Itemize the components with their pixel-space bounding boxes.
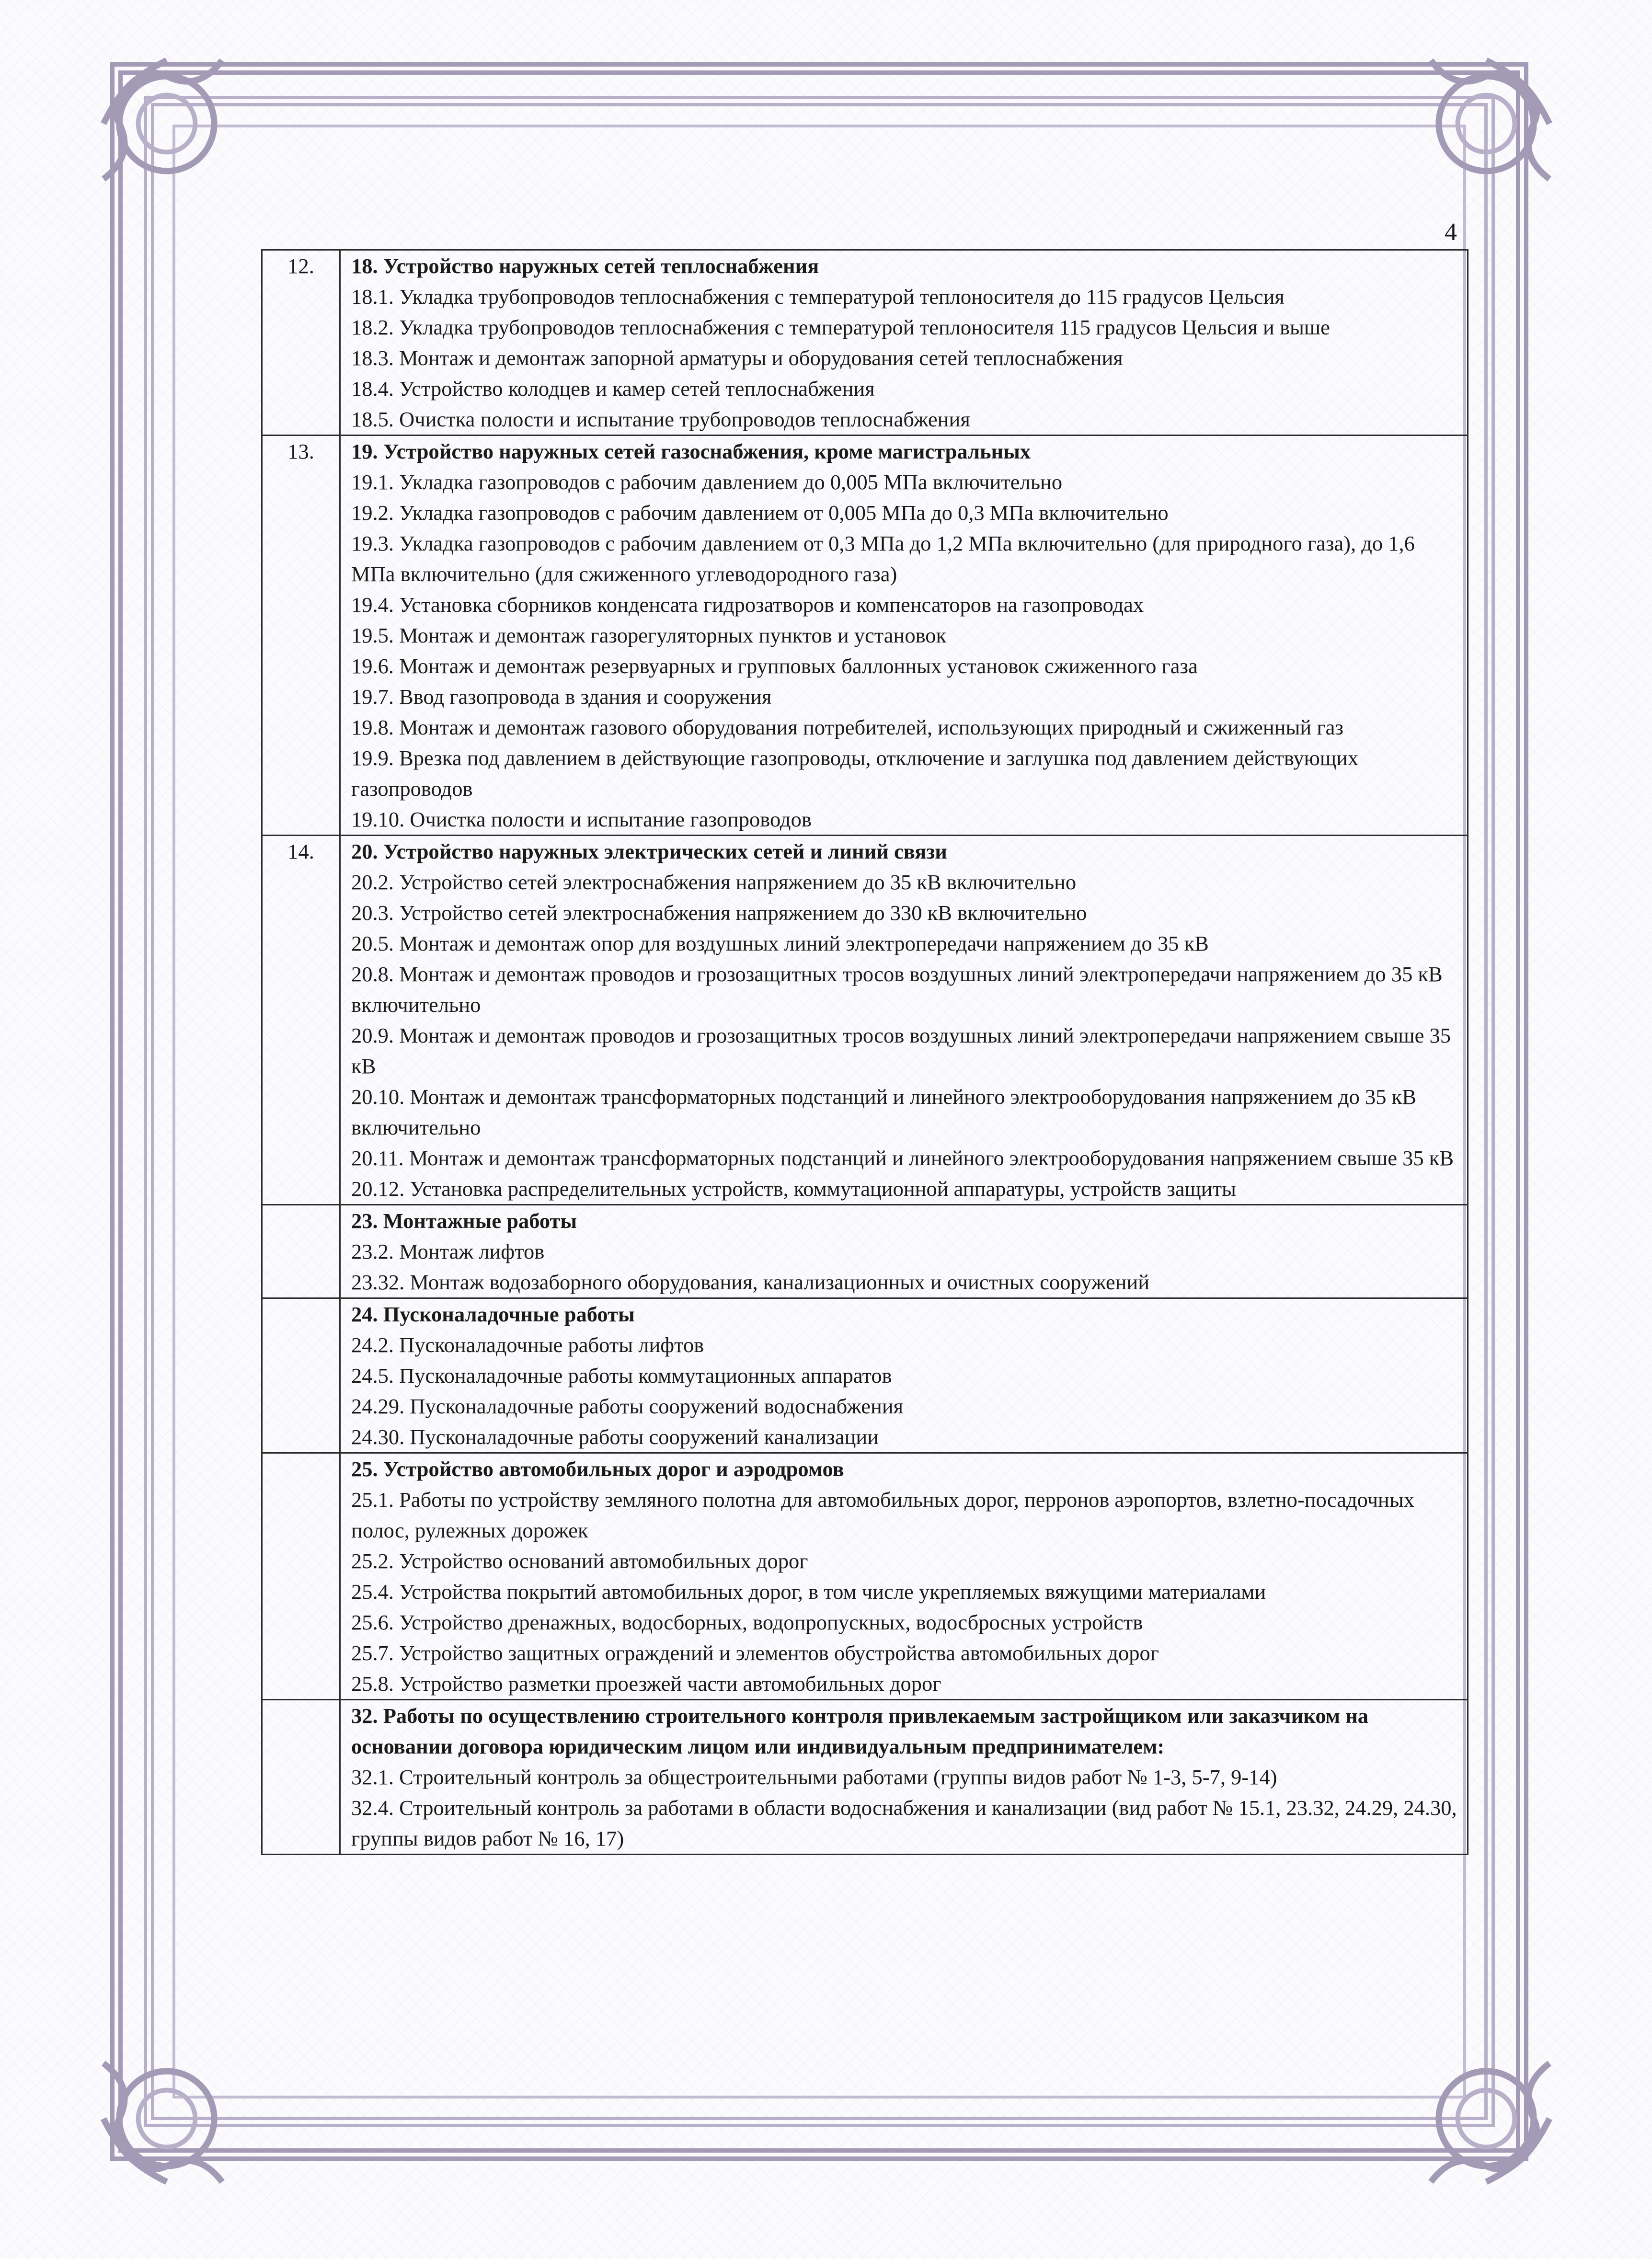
row-number: 14. bbox=[262, 836, 340, 1205]
work-type-item: 25.1. Работы по устройству земляного полотна для автомобильных дорог, перронов аэропортов, взлетно-посадочных полос, рулежных дорожек bbox=[351, 1488, 1415, 1542]
work-group-cell bbox=[340, 436, 1468, 836]
row-number: 12. bbox=[262, 250, 340, 436]
table-row bbox=[262, 436, 1468, 836]
work-type-item: 19.10. Очистка полости и испытание газопроводов bbox=[351, 807, 812, 831]
work-type-item: 18.2. Укладка трубопроводов теплоснабжения с температурой теплоносителя 115 градусов Цельсия и выше bbox=[351, 315, 1330, 339]
work-type-item: 20.8. Монтаж и демонтаж проводов и грозозащитных тросов воздушных линий электропередачи напряжением до 35 кВ включительно bbox=[351, 962, 1443, 1017]
work-type-item: 19.7. Ввод газопровода в здания и сооружения bbox=[351, 685, 772, 709]
work-type-item: 25.4. Устройства покрытий автомобильных дорог, в том числе укрепляемых вяжущими материалами bbox=[351, 1580, 1266, 1604]
work-type-item: 25.8. Устройство разметки проезжей части автомобильных дорог bbox=[351, 1672, 941, 1696]
work-type-item: 24.2. Пусконаладочные работы лифтов bbox=[351, 1333, 704, 1357]
work-type-item: 32.1. Строительный контроль за общестроительными работами (группы видов работ № 1-3, 5-7, 9-14) bbox=[351, 1765, 1277, 1789]
work-group-cell bbox=[340, 836, 1468, 1205]
work-type-item: 20.5. Монтаж и демонтаж опор для воздушных линий электропередачи напряжением до 35 кВ bbox=[351, 931, 1209, 955]
work-type-item: 25.6. Устройство дренажных, водосборных, водопропускных, водосбросных устройств bbox=[351, 1610, 1143, 1634]
work-group-title: 23. Монтажные работы bbox=[351, 1209, 577, 1233]
work-type-item: 25.7. Устройство защитных ограждений и элементов обустройства автомобильных дорог bbox=[351, 1641, 1159, 1665]
table-row bbox=[262, 1298, 1468, 1453]
work-type-item: 18.5. Очистка полости и испытание трубопроводов теплоснабжения bbox=[351, 407, 970, 431]
work-type-item: 23.2. Монтаж лифтов bbox=[351, 1239, 545, 1263]
row-number bbox=[262, 1453, 340, 1700]
corner-ornament-icon bbox=[1423, 2055, 1581, 2213]
table-row bbox=[262, 1700, 1468, 1855]
work-type-item: 32.4. Строительный контроль за работами в области водоснабжения и канализации (вид работ № 15.1, 23.32, 24.29, 24.30, группы видов работ № 16, 17) bbox=[351, 1796, 1457, 1850]
work-group-cell bbox=[340, 1700, 1468, 1855]
work-type-item: 25.2. Устройство оснований автомобильных дорог bbox=[351, 1549, 808, 1573]
work-type-item: 24.30. Пусконаладочные работы сооружений канализации bbox=[351, 1425, 879, 1449]
work-type-item: 20.10. Монтаж и демонтаж трансформаторных подстанций и линейного электрооборудования напряжением до 35 кВ включительно bbox=[351, 1085, 1416, 1139]
row-number bbox=[262, 1205, 340, 1298]
corner-ornament-icon bbox=[72, 2055, 230, 2213]
work-type-item: 23.32. Монтаж водозаборного оборудования, канализационных и очистных сооружений bbox=[351, 1270, 1150, 1294]
row-number bbox=[262, 1700, 340, 1855]
table-row bbox=[262, 836, 1468, 1205]
corner-ornament-icon bbox=[1423, 29, 1581, 187]
work-group-cell bbox=[340, 1453, 1468, 1700]
work-type-item: 20.2. Устройство сетей электроснабжения напряжением до 35 кВ включительно bbox=[351, 870, 1077, 894]
work-group-title: 32. Работы по осуществлению строительного контроля привлекаемым застройщиком или заказчиком на основании договора юридическим лицом или индивидуальным предпринимателем: bbox=[351, 1704, 1369, 1758]
work-type-item: 19.9. Врезка под давлением в действующие газопроводы, отключение и заглушка под давлением действующих газопроводов bbox=[351, 746, 1359, 801]
work-group-title: 18. Устройство наружных сетей теплоснабжения bbox=[351, 254, 819, 278]
row-number bbox=[262, 1298, 340, 1453]
work-type-item: 18.1. Укладка трубопроводов теплоснабжения с температурой теплоносителя до 115 градусов Цельсия bbox=[351, 285, 1285, 309]
table-row bbox=[262, 1453, 1468, 1700]
work-type-item: 20.11. Монтаж и демонтаж трансформаторных подстанций и линейного электрооборудования напряжением свыше 35 кВ bbox=[351, 1146, 1454, 1170]
row-number: 13. bbox=[262, 436, 340, 836]
work-type-item: 24.29. Пусконаладочные работы сооружений водоснабжения bbox=[351, 1394, 904, 1418]
work-group-title: 24. Пусконаладочные работы bbox=[351, 1302, 635, 1326]
work-type-item: 20.12. Установка распределительных устройств, коммутационной аппаратуры, устройств защиты bbox=[351, 1177, 1236, 1201]
work-types-table-body bbox=[262, 250, 1468, 1855]
work-type-item: 19.1. Укладка газопроводов с рабочим давлением до 0,005 МПа включительно bbox=[351, 470, 1063, 494]
work-type-item: 20.9. Монтаж и демонтаж проводов и грозозащитных тросов воздушных линий электропередачи напряжением свыше 35 кВ bbox=[351, 1023, 1451, 1078]
corner-ornament-icon bbox=[72, 29, 230, 187]
work-types-table bbox=[261, 249, 1468, 1855]
work-group-cell bbox=[340, 250, 1468, 436]
work-type-item: 19.3. Укладка газопроводов с рабочим давлением от 0,3 МПа до 1,2 МПа включительно (для природного газа), до 1,6 МПа включительно (для сжиженного углеводородного газа) bbox=[351, 531, 1415, 586]
work-group-cell bbox=[340, 1298, 1468, 1453]
work-type-item: 19.5. Монтаж и демонтаж газорегуляторных пунктов и установок bbox=[351, 623, 947, 647]
work-group-title: 25. Устройство автомобильных дорог и аэродромов bbox=[351, 1457, 844, 1481]
work-group-cell bbox=[340, 1205, 1468, 1298]
work-group-title: 20. Устройство наружных электрических сетей и линий связи bbox=[351, 839, 947, 863]
table-row bbox=[262, 1205, 1468, 1298]
work-type-item: 19.6. Монтаж и демонтаж резервуарных и групповых баллонных установок сжиженного газа bbox=[351, 654, 1198, 678]
work-group-title: 19. Устройство наружных сетей газоснабжения, кроме магистральных bbox=[351, 439, 1031, 463]
work-type-item: 19.2. Укладка газопроводов с рабочим давлением от 0,005 МПа до 0,3 МПа включительно bbox=[351, 501, 1169, 525]
work-type-item: 18.3. Монтаж и демонтаж запорной арматуры и оборудования сетей теплоснабжения bbox=[351, 346, 1123, 370]
work-type-item: 19.4. Установка сборников конденсата гидрозатворов и компенсаторов на газопроводах bbox=[351, 593, 1144, 617]
work-type-item: 19.8. Монтаж и демонтаж газового оборудования потребителей, использующих природный и сжиженный газ bbox=[351, 715, 1343, 739]
page-number: 4 bbox=[1445, 218, 1457, 246]
work-type-item: 18.4. Устройство колодцев и камер сетей теплоснабжения bbox=[351, 377, 875, 401]
work-type-item: 20.3. Устройство сетей электроснабжения напряжением до 330 кВ включительно bbox=[351, 901, 1087, 925]
work-type-item: 24.5. Пусконаладочные работы коммутационных аппаратов bbox=[351, 1364, 892, 1388]
table-row bbox=[262, 250, 1468, 436]
